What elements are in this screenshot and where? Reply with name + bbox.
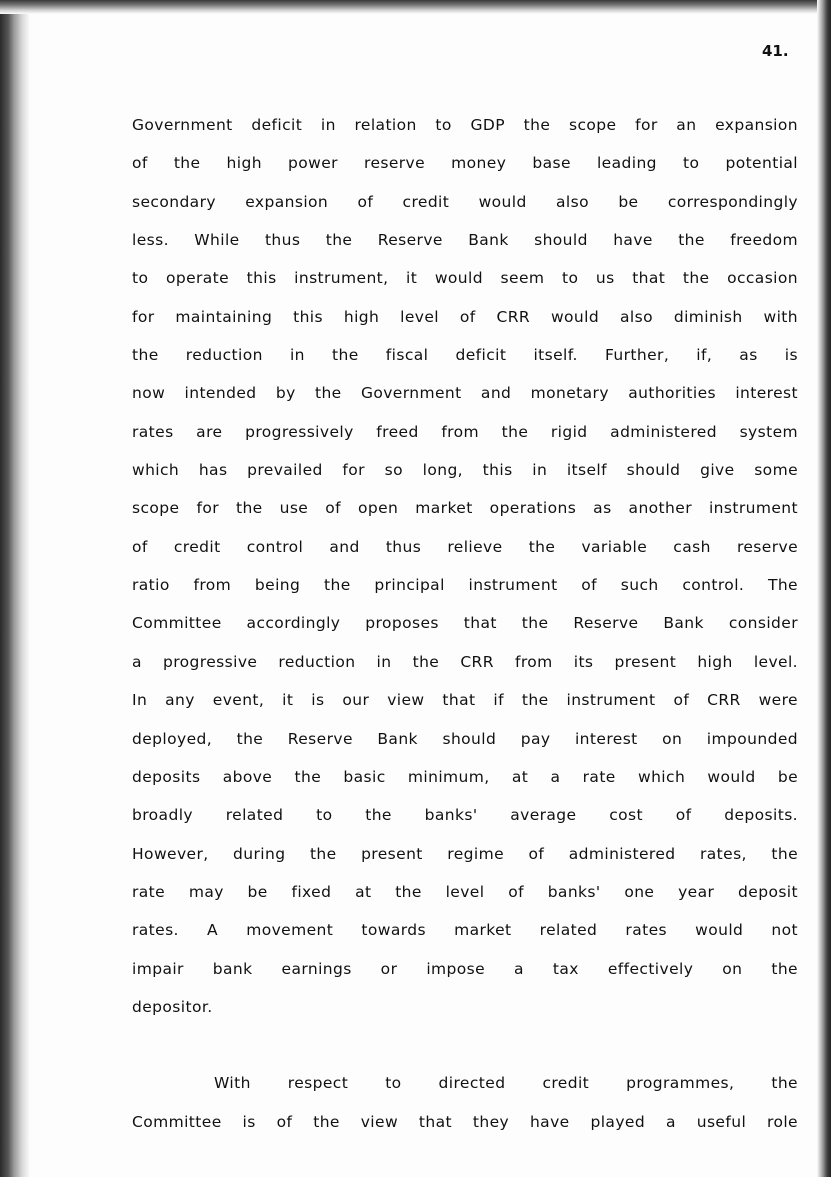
text-line: for maintaining this high level of CRR would also diminish with: [132, 307, 798, 326]
text-line: a progressive reduction in the CRR from its present high level.: [132, 652, 798, 671]
text-line: ratio from being the principal instrument of such control. The: [132, 576, 798, 595]
scan-edge-top: [0, 0, 831, 14]
text-line: of credit control and thus relieve the variable cash reserve: [132, 537, 798, 556]
text-line: With respect to directed credit programmes, the: [214, 1074, 798, 1093]
text-line: deposits above the basic minimum, at a rate which would be: [132, 767, 798, 786]
paragraph-1: [132, 106, 798, 1026]
text-line: secondary expansion of credit would also be correspondingly: [132, 192, 798, 211]
text-line: the reduction in the fiscal deficit itself. Further, if, as is: [132, 346, 798, 365]
text-line: rates are progressively freed from the rigid administered system: [132, 422, 798, 441]
text-line: now intended by the Government and monetary authorities interest: [132, 384, 798, 403]
text-line: of the high power reserve money base leading to potential: [132, 154, 798, 173]
text-line: rate may be fixed at the level of banks' one year deposit: [132, 882, 798, 901]
text-line: less. While thus the Reserve Bank should have the freedom: [132, 231, 798, 250]
text-line: Committee is of the view that they have played a useful role: [132, 1112, 798, 1131]
paragraph-gap: [132, 1026, 798, 1064]
text-line: deployed, the Reserve Bank should pay interest on impounded: [132, 729, 798, 748]
text-line: Government deficit in relation to GDP the scope for an expansion: [132, 116, 798, 134]
text-line: which has prevailed for so long, this in itself should give some: [132, 461, 798, 480]
page-number: 41.: [762, 42, 789, 60]
scan-edge-right: [817, 0, 831, 1177]
text-line: impair bank earnings or impose a tax effectively on the: [132, 959, 798, 978]
text-line: rates. A movement towards market related rates would not: [132, 921, 798, 940]
text-line: Committee accordingly proposes that the Reserve Bank consider: [132, 614, 798, 633]
text-line: scope for the use of open market operations as another instrument: [132, 499, 798, 518]
text-line: However, during the present regime of administered rates, the: [132, 844, 798, 863]
paragraph-2: [132, 1064, 798, 1141]
text-line: broadly related to the banks' average cost of deposits.: [132, 806, 798, 825]
text-line: to operate this instrument, it would seem to us that the occasion: [132, 269, 798, 288]
scan-edge-left: [0, 0, 30, 1177]
text-line: In any event, it is our view that if the instrument of CRR were: [132, 691, 798, 710]
text-line: depositor.: [132, 997, 213, 1016]
body-text: [132, 106, 798, 1141]
